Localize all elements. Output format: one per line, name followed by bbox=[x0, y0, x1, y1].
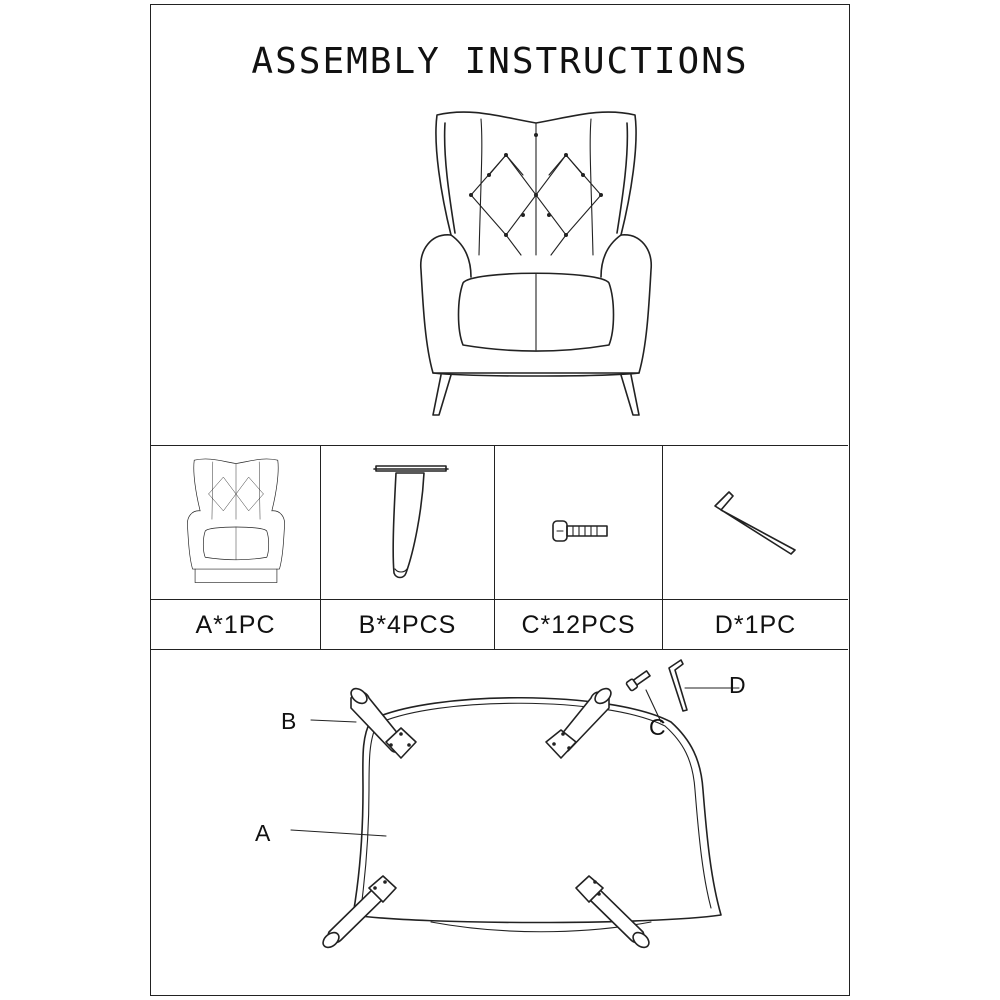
part-label-c: C*12PCS bbox=[495, 599, 662, 650]
part-label-a: A*1PC bbox=[151, 599, 320, 650]
assembly-diagram bbox=[251, 650, 811, 970]
part-label-b: B*4PCS bbox=[321, 599, 494, 650]
part-cell-b bbox=[321, 446, 495, 649]
instruction-sheet bbox=[150, 4, 850, 996]
allen-key-icon bbox=[703, 486, 813, 561]
bolt-icon bbox=[545, 516, 615, 546]
part-cell-d bbox=[663, 446, 848, 649]
callout-d: D bbox=[729, 672, 746, 698]
page-title: ASSEMBLY INSTRUCTIONS bbox=[251, 41, 749, 82]
part-cell-c bbox=[495, 446, 663, 649]
leg-icon bbox=[356, 461, 466, 591]
chair-icon bbox=[176, 456, 296, 591]
part-label-d: D*1PC bbox=[663, 599, 848, 650]
part-cell-a bbox=[151, 446, 321, 649]
callout-a: A bbox=[255, 820, 271, 846]
chair-illustration bbox=[411, 105, 661, 425]
callout-b: B bbox=[281, 708, 297, 734]
callout-c: C bbox=[649, 714, 666, 740]
parts-table bbox=[151, 445, 848, 650]
